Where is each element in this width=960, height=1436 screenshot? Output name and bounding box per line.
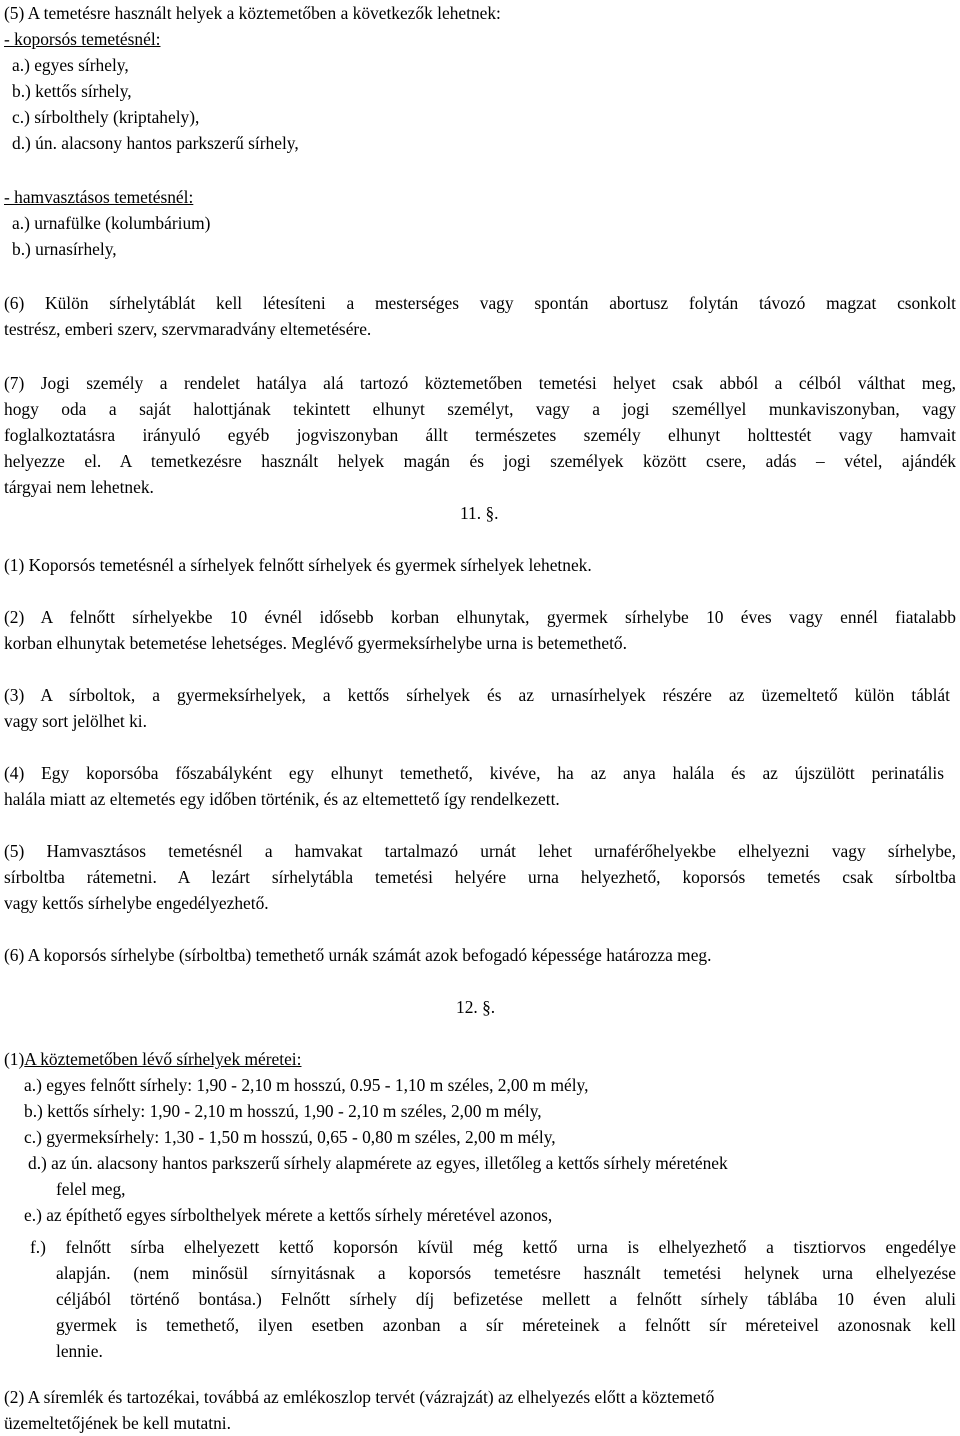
coffin-burial-label: - koporsós temetésnél: bbox=[4, 29, 161, 49]
list-item: a.) egyes felnőtt sírhely: 1,90 - 2,10 m hosszú, 0.95 - 1,10 m széles, 2,00 m mély, bbox=[24, 1075, 589, 1095]
list-item: b.) kettős sírhely, bbox=[12, 81, 132, 101]
paragraph-line: (6) A koporsós sírhelybe (sírboltba) temethető urnák számát azok befogadó képessége határozza meg. bbox=[4, 945, 712, 965]
section5-heading: (5) A temetésre használt helyek a köztemetőben a következők lehetnek: bbox=[4, 3, 501, 23]
list-item: b.) urnasírhely, bbox=[12, 239, 117, 259]
list-item: c.) gyermeksírhely: 1,30 - 1,50 m hosszú, 0,65 - 0,80 m széles, 2,00 m mély, bbox=[24, 1127, 556, 1147]
list-item: c.) sírbolthely (kriptahely), bbox=[12, 107, 200, 127]
dimensions-heading bbox=[4, 1046, 301, 1072]
list-item: f.) felnőtt sírba elhelyezett kettő koporsón kívül még kettő urna is elhelyezhető a tisztiorvos engedélye bbox=[30, 1237, 956, 1257]
list-item: b.) kettős sírhely: 1,90 - 2,10 m hosszú, 1,90 - 2,10 m széles, 2,00 m mély, bbox=[24, 1101, 542, 1121]
cremation-burial-label: - hamvasztásos temetésnél: bbox=[4, 187, 194, 207]
paragraph-line: (2) A felnőtt sírhelyekbe 10 évnél idősebb korban elhunytak, gyermek sírhelybe 10 éves vagy ennél fiatalabb bbox=[4, 607, 956, 627]
list-item-continuation: felel meg, bbox=[56, 1179, 126, 1199]
list-item: e.) az építhető egyes sírbolthelyek mérete a kettős sírhely méretével azonos, bbox=[24, 1205, 553, 1225]
list-item-continuation: alapján. (nem minősül sírnyitásnak a koporsós temetésre használt temetési helynek urna elhelyezése bbox=[56, 1263, 956, 1283]
paragraph-line: (3) A sírboltok, a gyermeksírhelyek, a kettős sírhelyek és az urnasírhelyek részére az üzemeltető külön táblát bbox=[4, 685, 950, 705]
paragraph-line: üzemeltetőjének be kell mutatni. bbox=[4, 1413, 231, 1433]
paragraph-line: helyezze el. A temetkezésre használt helyek magán és jogi személyek között csere, adás – vétel, ajándék bbox=[4, 451, 956, 471]
paragraph-line: (2) A síremlék és tartozékai, továbbá az emlékoszlop tervét (vázrajzát) az elhelyezés előtt a köztemető bbox=[4, 1387, 715, 1407]
list-item-continuation: gyermek is temethető, ilyen esetben azonban a sír méreteinek a felnőtt sír méreteivel azonosnak kell bbox=[56, 1315, 956, 1335]
paragraph-line: tárgyai nem lehetnek. bbox=[4, 477, 154, 497]
list-item: a.) egyes sírhely, bbox=[12, 55, 129, 75]
list-item: d.) az ún. alacsony hantos parkszerű sírhely alapmérete az egyes, illetőleg a kettős sírhely méretének bbox=[28, 1153, 728, 1173]
paragraph-line: (4) Egy koporsóba főszabályként egy elhunyt temethető, kivéve, ha az anya halála és az újszülött perinatális bbox=[4, 763, 944, 783]
paragraph-line: (5) Hamvasztásos temetésnél a hamvakat tartalmazó urnát lehet urnaférőhelyekbe elhelyezni vagy sírhelybe, bbox=[4, 841, 956, 861]
paragraph-line: vagy sort jelölhet ki. bbox=[4, 711, 147, 731]
paragraph-number: (1) bbox=[4, 1049, 25, 1069]
paragraph-line: foglalkoztatásra irányuló egyéb jogviszonyban állt természetes személy elhunyt holttestét vagy hamvait bbox=[4, 425, 956, 445]
paragraph-line: vagy kettős sírhelybe engedélyezhető. bbox=[4, 893, 269, 913]
list-item-continuation: lennie. bbox=[56, 1341, 103, 1361]
list-item-continuation: céljából történő bontása.) Felnőtt sírhely díj befizetése mellett a felnőtt sírhely táblába 10 éven aluli bbox=[56, 1289, 956, 1309]
list-item: d.) ún. alacsony hantos parkszerű sírhely, bbox=[12, 133, 299, 153]
paragraph-line: (6) Külön sírhelytáblát kell létesíteni a mesterséges vagy spontán abortusz folytán távozó magzat csonkolt bbox=[4, 293, 956, 313]
paragraph-line: (1) Koporsós temetésnél a sírhelyek felnőtt sírhelyek és gyermek sírhelyek lehetnek. bbox=[4, 555, 592, 575]
paragraph-line: (7) Jogi személy a rendelet hatálya alá tartozó köztemetőben temetési helyet csak abból a célból válthat meg, bbox=[4, 373, 956, 393]
paragraph-line: halála miatt az eltemetés egy időben történik, és az eltemettető így rendelkezett. bbox=[4, 789, 560, 809]
list-item: a.) urnafülke (kolumbárium) bbox=[12, 213, 211, 233]
dimensions-title: A köztemetőben lévő sírhelyek méretei: bbox=[24, 1049, 302, 1069]
section-heading-11: 11. §. bbox=[460, 503, 499, 523]
paragraph-line: sírboltba rátemetni. A lezárt sírhelytábla temetési helyére urna helyezhető, koporsós temetés csak sírboltba bbox=[4, 867, 956, 887]
section-heading-12: 12. §. bbox=[456, 997, 496, 1017]
paragraph-line: korban elhunytak betemetése lehetséges. Meglévő gyermeksírhelybe urna is betemethető. bbox=[4, 633, 627, 653]
paragraph-line: hogy oda a saját halottjának tekintett elhunyt személyt, vagy a jogi személlyel munkaviszonyban, vagy bbox=[4, 399, 956, 419]
paragraph-line: testrész, emberi szerv, szervmaradvány eltemetésére. bbox=[4, 319, 372, 339]
